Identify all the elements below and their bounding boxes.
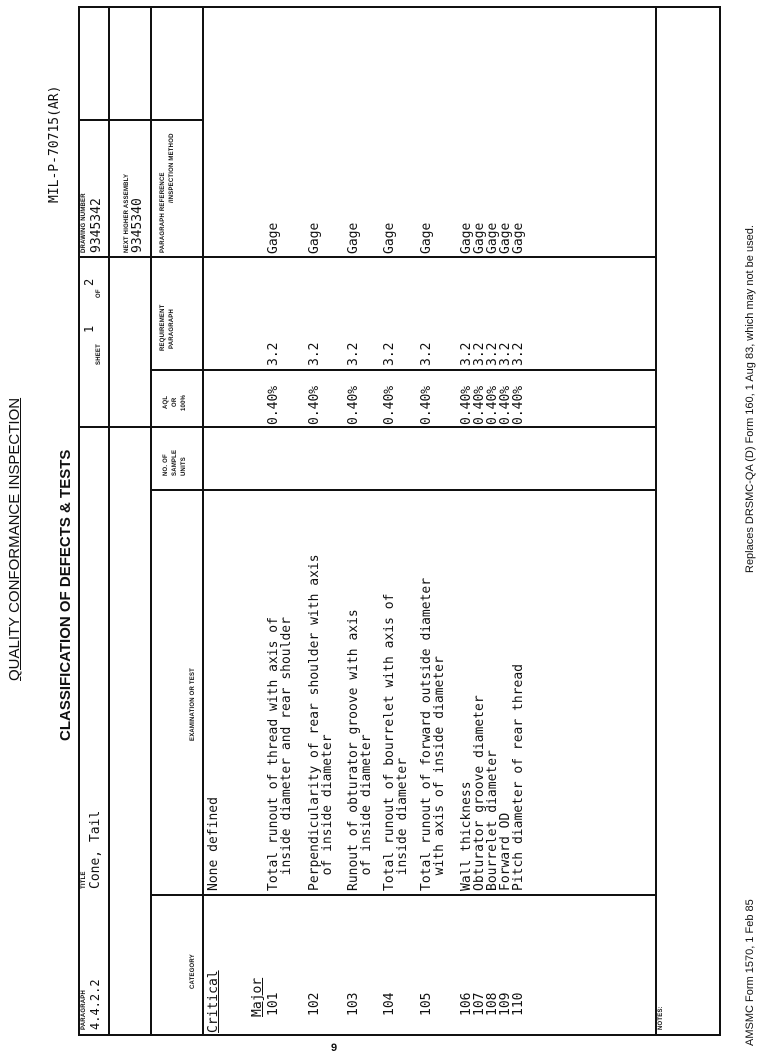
row-number: 105 — [419, 992, 434, 1016]
row-aql: 0.40% — [511, 385, 526, 425]
col-requirement-2: PARAGRAPH — [169, 308, 175, 349]
row-number: 101 — [266, 992, 281, 1016]
row-aql: 0.40% — [307, 385, 322, 425]
next-assembly-label: NEXT HIGHER ASSEMBLY — [124, 173, 130, 253]
col-requirement-1: REQUIREMENT — [160, 304, 166, 351]
col-sample-3: UNITS — [181, 457, 187, 476]
row-description: with axis of inside diameter — [432, 656, 447, 891]
col-examination: EXAMINATION OR TEST — [190, 667, 196, 741]
drawing-value: 9345342 — [89, 198, 104, 253]
row-number: 104 — [382, 992, 397, 1016]
major-label: Major — [250, 977, 265, 1017]
row-number: 106 — [459, 992, 474, 1016]
of-label: OF — [96, 289, 102, 298]
col-sample-2: SAMPLE — [172, 449, 178, 476]
col-divider-sample — [150, 489, 655, 491]
row-number: 109 — [498, 992, 513, 1016]
row-description: Runout of obturator groove with axis — [346, 609, 361, 891]
col-divider-reference — [78, 256, 655, 258]
row-requirement: 3.2 — [266, 342, 281, 366]
title-label: TITLE — [81, 871, 87, 889]
row-aql: 0.40% — [459, 385, 474, 425]
row-requirement: 3.2 — [472, 342, 487, 366]
form-number: AMSMC Form 1570, 1 Feb 85 — [744, 899, 756, 1046]
row-description: Total runout of forward outside diameter — [419, 577, 434, 891]
next-assembly-value: 9345340 — [130, 198, 145, 253]
row-number: 103 — [346, 992, 361, 1016]
row-requirement: 3.2 — [346, 342, 361, 366]
row-requirement: 3.2 — [498, 342, 513, 366]
sheet-value: 1 — [82, 325, 96, 333]
row-inspection-method: Gage — [419, 222, 434, 254]
critical-label: Critical — [206, 970, 221, 1033]
col-category: CATEGORY — [190, 954, 196, 989]
critical-text: None defined — [206, 797, 221, 891]
of-value: 2 — [82, 278, 96, 286]
col-aql-1: AQL — [163, 395, 169, 409]
page-number: 9 — [331, 1042, 338, 1054]
row-description: inside diameter and rear shoulder — [279, 617, 294, 891]
main-title: QUALITY CONFORMANCE INSPECTION — [6, 397, 23, 681]
notes-rule — [655, 6, 657, 1036]
col-divider-aql — [78, 426, 655, 428]
row-inspection-method: Gage — [266, 222, 281, 254]
row-inspection-method: Gage — [346, 222, 361, 254]
row-description: Obturator groove diameter — [472, 695, 487, 891]
spec-number: MIL-P-70715(AR) — [47, 85, 62, 203]
row-description: Total runout of thread with axis of — [266, 617, 281, 891]
header-rule-2 — [150, 6, 152, 1036]
col-reference-2: /INSPECTION METHOD — [169, 133, 175, 203]
row-number: 108 — [485, 992, 500, 1016]
row-description: Bourrelet diameter — [485, 750, 500, 891]
row-description: of inside diameter — [320, 734, 335, 891]
row-inspection-method: Gage — [472, 222, 487, 254]
row-requirement: 3.2 — [307, 342, 322, 366]
row-aql: 0.40% — [266, 385, 281, 425]
row-number: 110 — [511, 992, 526, 1016]
paragraph-value: 4.4.2.2 — [88, 979, 102, 1030]
row-requirement: 3.2 — [419, 342, 434, 366]
row-description: of inside diameter — [359, 734, 374, 891]
row-number: 102 — [307, 992, 322, 1016]
header-rule-3 — [202, 6, 204, 1036]
row-requirement: 3.2 — [382, 342, 397, 366]
row-aql: 0.40% — [472, 385, 487, 425]
row-inspection-method: Gage — [459, 222, 474, 254]
col-divider-category — [150, 894, 655, 896]
row-inspection-method: Gage — [382, 222, 397, 254]
col-aql-2: OR — [172, 397, 178, 407]
row-description: Perpendicularity of rear shoulder with axis — [307, 554, 322, 891]
row-description: Forward OD — [498, 812, 513, 891]
sheet-label: SHEET — [96, 343, 102, 365]
row-aql: 0.40% — [382, 385, 397, 425]
col-divider-requirement — [150, 369, 655, 371]
col-sample-1: NO. OF — [163, 454, 169, 476]
row-description: inside diameter — [395, 757, 410, 891]
col-reference-1: PARAGRAPH REFERENCE — [160, 172, 166, 253]
row-requirement: 3.2 — [511, 342, 526, 366]
row-number: 107 — [472, 992, 487, 1016]
row-requirement: 3.2 — [485, 342, 500, 366]
row-aql: 0.40% — [498, 385, 513, 425]
row-aql: 0.40% — [485, 385, 500, 425]
notes-label: NOTES: — [658, 1006, 664, 1030]
drawing-label: DRAWING NUMBER — [81, 193, 87, 253]
replaces-note: Replaces DRSMC-QA (D) Form 160, 1 Aug 83, which may not be used. — [744, 225, 756, 573]
row-aql: 0.40% — [346, 385, 361, 425]
drawing-divider — [78, 119, 202, 121]
paragraph-label: PARAGRAPH — [81, 989, 87, 1030]
row-requirement: 3.2 — [459, 342, 474, 366]
row-inspection-method: Gage — [498, 222, 513, 254]
row-description: Wall thickness — [459, 781, 474, 891]
row-inspection-method: Gage — [485, 222, 500, 254]
row-aql: 0.40% — [419, 385, 434, 425]
title-value: Cone, Tail — [88, 810, 103, 889]
col-aql-3: 100% — [181, 394, 187, 411]
header-rule-1 — [108, 6, 110, 1036]
row-inspection-method: Gage — [511, 222, 526, 254]
row-description: Total runout of bourrelet with axis of — [382, 593, 397, 891]
row-inspection-method: Gage — [307, 222, 322, 254]
sub-title: CLASSIFICATION OF DEFECTS & TESTS — [57, 449, 74, 741]
row-description: Pitch diameter of rear thread — [511, 664, 526, 891]
